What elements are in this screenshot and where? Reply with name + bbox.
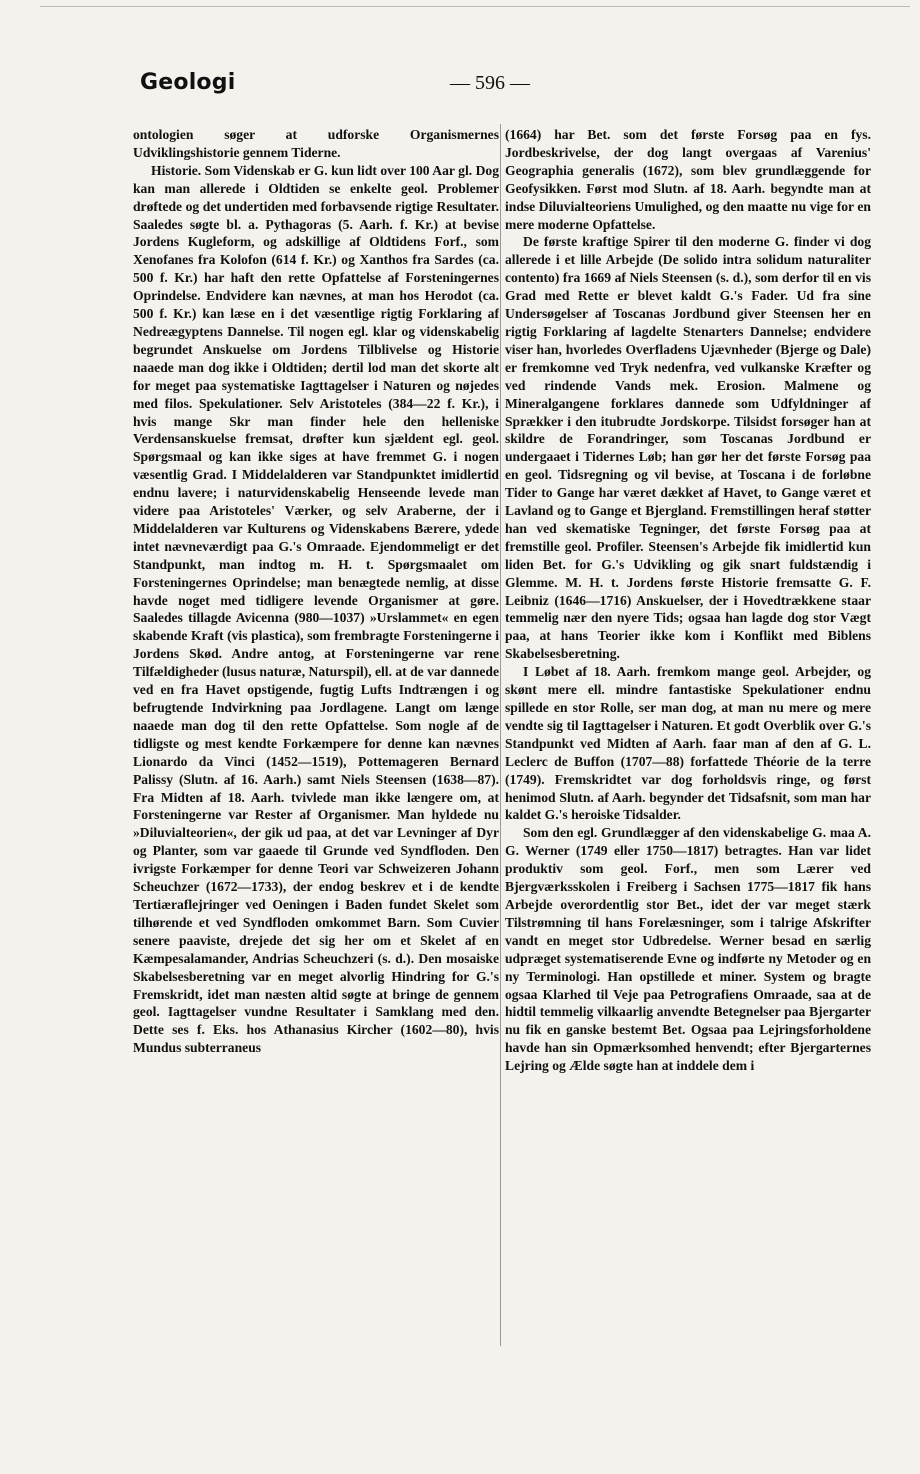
paragraph: I Løbet af 18. Aarh. fremkom mange geol. Arbejder, og skønt mere ell. mindre fantastiske Spekulationer endnu spillede en stor Rolle, ser man dog, at man nu mere og mere vendte sig til Iagttagelser i Naturen. Et godt Overblik over G.'s Standpunkt ved Midten af Aarh. faar man af den af G. L. Leclerc de Buffon (1707—88) forfattede Théorie de la terre (1749). Fremskridtet var dog forholdsvis ringe, og først henimod Slutn. af Aarh. begynder det Tidsafsnit, som man har kaldet G.'s heroiske Tidsalder. [505,664,871,823]
paragraph: Som den egl. Grundlægger af den videnskabelige G. maa A. G. Werner (1749 eller 1750—1817) betragtes. Han var lidet produktiv som geol. Forf., men som Lærer ved Bjergværksskolen i Freiberg i Sachsen 1775—1817 fik hans Arbejde overordentlig stor Bet., idet der var meget stærk Tilstrømning til hans Forelæsninger, som i talrige Afskrifter vandt en meget stor Udbredelse. Werner besad en særlig udpræget systematiserende Evne og indførte ny Metoder og en ny Terminologi. Han opstillede et miner. System og bragte ogsaa Klarhed til Veje paa Petrografiens Omraade, saa at de hidtil temmelig vilkaarlig anvendte Betegnelser paa Bjergarter nu fik en ganske bestemt Bet. Ogsaa paa Lejringsforholdene havde han sin Opmærksomhed henvendt; efter Bjergarternes Lejring og Ælde søgte han at inddele dem i [505,825,871,1074]
paragraph: De første kraftige Spirer til den moderne G. finder vi dog allerede i et lille Arbejde (De solido intra solidum naturaliter contento) fra 1669 af Niels Steensen (s. d.), som derfor til en vis Grad med Rette er blevet kaldt G.'s Fader. Ud fra sine Undersøgelser af Toscanas Jordbund giver Steensen her en rigtig Forklaring af lagdelte Stenarters Dannelse; endvidere viser han, hvorledes Overfladens Ujævnheder (Bjerge og Dale) er fremkomne ved Tryk nedenfra, ved vulkanske Kræfter og ved rindende Vands mek. Erosion. Malmene og Mineralgangene forklares dannede som Udfyldninger af Sprækker i den itubrudte Jordskorpe. Tilsidst forsøger han at skildre de Forandringer, som Toscanas Jordbund er undergaaet i Tidernes Løb; han gør her det første Forsøg paa en geol. Tidsregning og vil bevise, at Toscana i de forløbne Tider to Gange har været dækket af Havet, to Gange været et Lavland og to Gange et Bjergland. Fremstillingen heraf støtter han ved skematiske Tegninger, det første Forsøg paa at fremstille geol. Profiler. Steensen's Arbejde fik imidlertid kun liden Bet. for G.'s Udvikling og gik snart fuldstændig i Glemme. M. H. t. Jordens første Historie fremsatte G. F. Leibniz (1646—1716) Anskuelser, der i Hovedtrækkene staar temmelig nær den nyere Tids; ogsaa han lagde dog stor Vægt paa, at hans Teorier ikke kom i Konflikt med Biblens Skabelsesberetning. [505,234,871,662]
column-divider [500,124,501,1346]
paragraph: (1664) har Bet. som det første Forsøg paa en fys. Jordbeskrivelse, der dog langt overgaas af Varenius' Geographia generalis (1672), som blev grundlæggende for Geofysikken. Først mod Slutn. af 18. Aarh. begyndte man at indse Diluvialteoriens Umulighed, og den maatte nu vige for en mere moderne Opfattelse. [505,127,871,232]
page-number: — 596 — [450,72,530,94]
right-column [505,126,871,1368]
left-column [133,126,499,1368]
running-title: Geologi [140,70,236,95]
paragraph: Historie. Som Videnskab er G. kun lidt over 100 Aar gl. Dog kan man allerede i Oldtiden se enkelte geol. Problemer drøftede og det undertiden med forbavsende rigtige Resultater. Saaledes søgte bl. a. Pythagoras (5. Aarh. f. Kr.) at bevise Jordens Kugleform, og adskillige af Oldtidens Forf., som Xenofanes fra Kolofon (614 f. Kr.) og Xanthos fra Sardes (ca. 500 f. Kr.) har haft den rette Opfattelse af Forsteningernes Oprindelse. Endvidere kan nævnes, at man hos Herodot (ca. 500 f. Kr.) kan læse en i det væsentlige rigtig Forklaring af Nedreægyptens Dannelse. Til nogen egl. klar og videnskabelig begrundet Anskuelse om Jordens Tilblivelse og Historie naaede man dog ikke i Oldtiden; dertil lod man det skorte alt for meget paa systematiske Iagttagelser i Naturen og nøjedes med filos. Spekulationer. Selv Aristoteles (384—22 f. Kr.), i hvis mange Skr man finder hele den helleniske Verdensanskuelse fremsat, drøfter kun sjældent egl. geol. Spørgsmaal og kan ikke siges at have fremmet G. i nogen væsentlig Grad. I Middelalderen var Standpunktet imidlertid endnu lavere; i naturvidenskabelig Henseende levede man videre paa Aristoteles' Værker, og selv Araberne, der i Middelalderen var Kulturens og Videnskabens Bærere, ydede intet nævneværdigt paa G.'s Omraade. Ejendommeligt er det Standpunkt, man indtog m. H. t. Spørgsmaalet om Forsteningernes Oprindelse; man benægtede nemlig, at disse havde noget med tidligere levende Organismer at gøre. Saaledes tillagde Avicenna (980—1037) »Urslammet« en egen skabende Kraft (vis plastica), som frembragte Forsteningerne i Jordens Skød. Andre antog, at Forsteningerne var rene Tilfældigheder (lusus naturæ, Naturspil), ell. at de var dannede ved en fra Havet opstigende, fugtig Lufts Indtrængen i og befrugtende Indvirkning paa Jordlagene. Langt om længe naaede man dog til den rette Opfattelse. Som nogle af de tidligste og mest kendte Forkæmpere for denne kan nævnes Lionardo da Vinci (1452—1519), Pottemageren Bernard Palissy (Slutn. af 16. Aarh.) samt Niels Steensen (1638—87). Fra Midten af 18. Aarh. tvivlede man ikke længere om, at Forsteningerne var Rester af Organismer. Man hyldede nu »Diluvialteorien«, der gik ud paa, at det var Levninger af Dyr og Planter, som var gaaede til Grunde ved Syndfloden. Den ivrigste Forkæmper for denne Teori var Schweizeren Johann Scheuchzer (1672—1733), der endog beskrev et i de kendte Tertiæraflejringer ved Oeningen i Baden fundet Skelet som tilhørende et ved Syndfloden omkommet Barn. Som Cuvier senere paaviste, drejede det sig her om et Skelet af en Kæmpesalamander, Andrias Scheuchzeri (s. d.). Den mosaiske Skabelsesberetning var en meget alvorlig Hindring for G.'s Fremskridt, idet man næsten altid søgte at bringe de gennem geol. Iagttagelser vundne Resultater i Samklang med den. Dette ses f. Eks. hos Athanasius Kircher (1602—80), hvis Mundus subterraneus [133,162,499,1056]
top-rule [40,6,910,7]
paragraph: ontologien søger at udforske Organismernes Udviklingshistorie gennem Tiderne. [133,127,499,160]
page-header [132,68,876,104]
